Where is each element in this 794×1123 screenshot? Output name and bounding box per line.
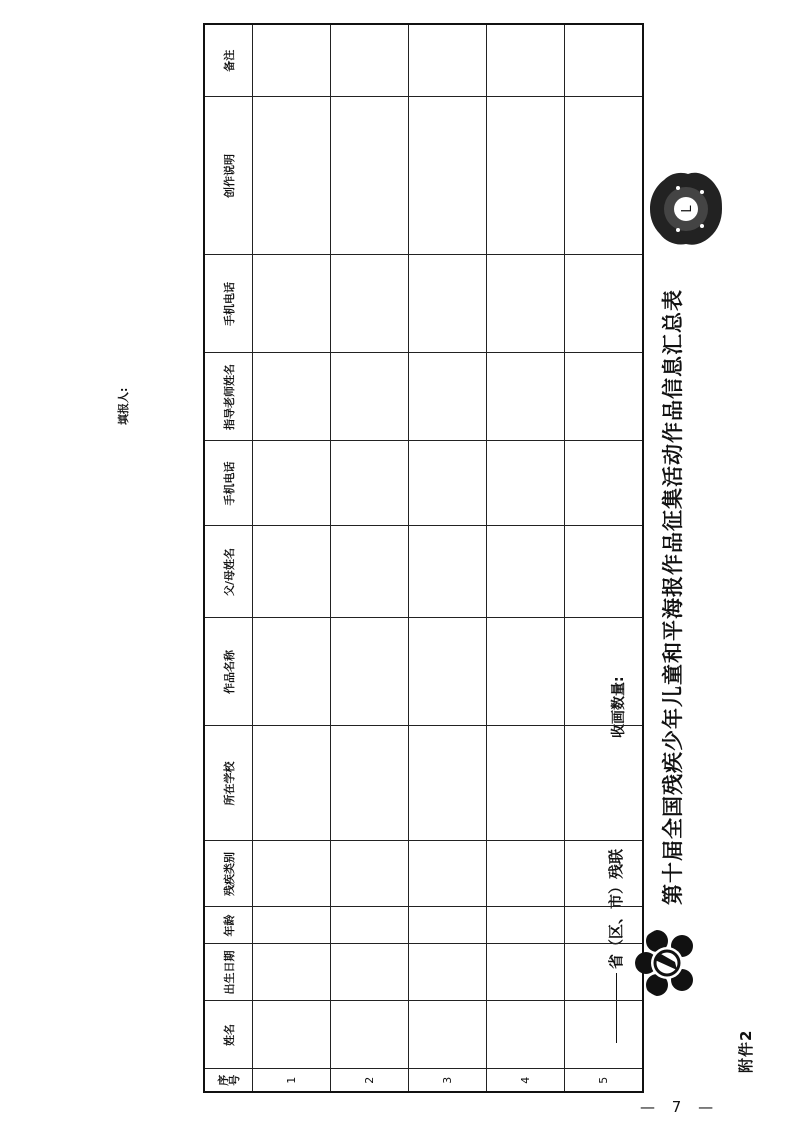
cell-birthdate[interactable] [487, 944, 565, 1001]
cell-description[interactable] [409, 97, 487, 255]
cell-teacher-name[interactable] [253, 353, 331, 441]
cell-teacher-name[interactable] [487, 353, 565, 441]
cell-age[interactable] [253, 907, 331, 944]
cell-parent-phone[interactable] [409, 441, 487, 526]
filler-label: 填报人: [117, 387, 130, 425]
cell-parent-phone[interactable] [331, 441, 409, 526]
cell-school[interactable] [409, 726, 487, 841]
header-cell-description: 创作说明 [204, 97, 253, 255]
cell-disability-type[interactable] [487, 841, 565, 907]
summary-table [203, 23, 644, 1093]
cell-parent-phone[interactable] [487, 441, 565, 526]
cell-age[interactable] [409, 907, 487, 944]
row-index: 2 [331, 1069, 409, 1092]
cell-teacher-phone[interactable] [565, 255, 644, 353]
cell-disability-type[interactable] [409, 841, 487, 907]
table-row [331, 24, 409, 1092]
cell-parent-name[interactable] [331, 526, 409, 618]
table-row [565, 24, 644, 1092]
cell-remarks[interactable] [331, 24, 409, 97]
table-header-row [204, 24, 253, 1092]
cell-remarks[interactable] [565, 24, 644, 97]
cell-age[interactable] [565, 907, 644, 944]
cell-school[interactable] [565, 726, 644, 841]
cell-name[interactable] [253, 1001, 331, 1069]
received-count-label: 收画数量: [611, 676, 627, 738]
cell-teacher-phone[interactable] [253, 255, 331, 353]
cell-birthdate[interactable] [253, 944, 331, 1001]
cell-teacher-name[interactable] [409, 353, 487, 441]
header-cell-parent-phone: 手机电话 [204, 441, 253, 526]
cell-description[interactable] [331, 97, 409, 255]
cell-age[interactable] [331, 907, 409, 944]
header-cell-remarks: 备注 [204, 24, 253, 97]
cell-birthdate[interactable] [331, 944, 409, 1001]
cell-description[interactable] [253, 97, 331, 255]
federation-logo-icon [635, 928, 699, 998]
cell-disability-type[interactable] [331, 841, 409, 907]
row-index: 3 [409, 1069, 487, 1092]
cell-name[interactable] [565, 1001, 644, 1069]
cell-name[interactable] [487, 1001, 565, 1069]
svg-text:L: L [680, 205, 695, 213]
header-cell-name: 姓名 [204, 1001, 253, 1069]
table-row [253, 24, 331, 1092]
cell-teacher-phone[interactable] [487, 255, 565, 353]
cell-remarks[interactable] [487, 24, 565, 97]
cell-school[interactable] [253, 726, 331, 841]
header-cell-teacher-name: 指导老师姓名 [204, 353, 253, 441]
cell-work-title[interactable] [487, 618, 565, 726]
header-cell-school: 所在学校 [204, 726, 253, 841]
cell-teacher-phone[interactable] [409, 255, 487, 353]
cell-name[interactable] [409, 1001, 487, 1069]
cell-school[interactable] [487, 726, 565, 841]
cell-teacher-name[interactable] [331, 353, 409, 441]
cell-teacher-phone[interactable] [331, 255, 409, 353]
header-cell-age: 年龄 [204, 907, 253, 944]
cell-remarks[interactable] [409, 24, 487, 97]
cell-parent-name[interactable] [565, 526, 644, 618]
cell-work-title[interactable] [565, 618, 644, 726]
cell-work-title[interactable] [409, 618, 487, 726]
cell-parent-phone[interactable] [253, 441, 331, 526]
cell-age[interactable] [487, 907, 565, 944]
table-row [409, 24, 487, 1092]
page-number: — 7 — [640, 1098, 720, 1116]
cell-remarks[interactable] [253, 24, 331, 97]
province-label: 省（区、市）残联 [607, 848, 625, 969]
cell-work-title[interactable] [253, 618, 331, 726]
cell-birthdate[interactable] [409, 944, 487, 1001]
cell-parent-phone[interactable] [565, 441, 644, 526]
seal-logo-icon [648, 170, 724, 248]
row-index: 5 [565, 1069, 644, 1092]
cell-description[interactable] [565, 97, 644, 255]
cell-parent-name[interactable] [487, 526, 565, 618]
cell-parent-name[interactable] [253, 526, 331, 618]
cell-disability-type[interactable] [565, 841, 644, 907]
cell-description[interactable] [487, 97, 565, 255]
row-index: 1 [253, 1069, 331, 1092]
table-row [487, 24, 565, 1092]
header-cell-birthdate: 出生日期 [204, 944, 253, 1001]
header-cell-work-title: 作品名称 [204, 618, 253, 726]
header-cell-teacher-phone: 手机电话 [204, 255, 253, 353]
header-cell-seq: 序号 [204, 1069, 253, 1092]
header-cell-parent-name: 父/母姓名 [204, 526, 253, 618]
document-title: 第十届全国残疾少年儿童和平海报作品征集活动作品信息汇总表 [661, 289, 685, 905]
row-index: 4 [487, 1069, 565, 1092]
cell-teacher-name[interactable] [565, 353, 644, 441]
cell-disability-type[interactable] [253, 841, 331, 907]
cell-work-title[interactable] [331, 618, 409, 726]
cell-birthdate[interactable] [565, 944, 644, 1001]
cell-school[interactable] [331, 726, 409, 841]
header-cell-disability-type: 残疾类别 [204, 841, 253, 907]
attachment-label: 附件2 [737, 1029, 755, 1073]
cell-name[interactable] [331, 1001, 409, 1069]
cell-parent-name[interactable] [409, 526, 487, 618]
